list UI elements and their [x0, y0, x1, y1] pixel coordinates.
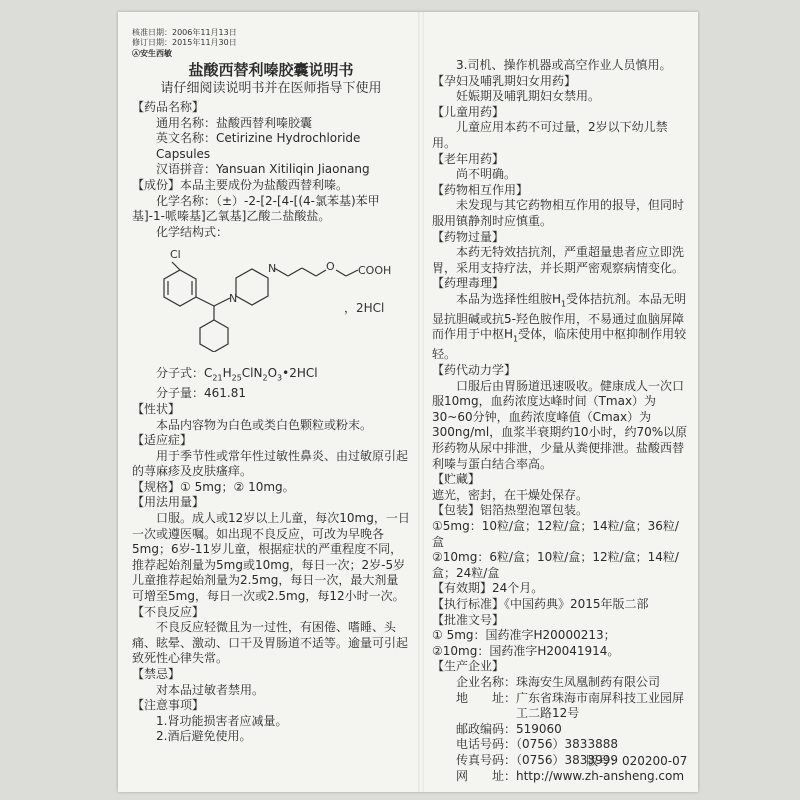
- interactions-heading: 【药物相互作用】: [432, 182, 529, 197]
- manufacturer-heading: 【生产企业】: [432, 659, 505, 674]
- website: 网 址：http://www.zh-ansheng.com: [456, 768, 685, 783]
- pregnancy-heading: 【孕妇及哺乳期妇女用药】: [432, 73, 577, 88]
- approval-heading: 【批准文号】: [432, 612, 505, 627]
- children-heading: 【儿童用药】: [432, 104, 505, 119]
- phone: 电话号码：（0756）3833888: [456, 737, 618, 752]
- elderly-heading: 【老年用药】: [432, 151, 505, 166]
- structure-salt: ，2HCl: [344, 301, 385, 316]
- molecular-weight: 分子量：461.81: [156, 386, 246, 401]
- piperazine-ring: [236, 269, 268, 305]
- pinyin-name: 汉语拼音：Yansuan Xitiliqin Jiaonang: [156, 162, 370, 177]
- properties-heading: 【性状】: [132, 401, 181, 416]
- elderly-text: 尚不明确。: [456, 167, 517, 182]
- specification: 【规格】① 5mg；② 10mg。: [132, 479, 295, 494]
- brand-logo: Ⓐ安生西敏: [132, 49, 172, 58]
- fax: 传真号码：（0756）3833999: [456, 752, 618, 767]
- chemical-name: 化学名称：（±）-2-[2-[4-[(4-氯苯基)苯甲基]-1-哌嗪基]乙氧基]乙酸二盐酸盐。: [132, 193, 380, 224]
- storage-heading: 【贮藏】: [432, 472, 481, 487]
- precaution-item: 1.肾功能损害者应减量。: [156, 713, 288, 728]
- pharmacology-heading: 【药理毒理】: [432, 276, 505, 291]
- pharmacokinetics-heading: 【药代动力学】: [432, 363, 517, 378]
- dosage-heading: 【用法用量】: [132, 495, 205, 510]
- properties-text: 本品内容物为白色或类白色颗粒或粉末。: [156, 417, 373, 432]
- structure-o: O: [326, 260, 335, 274]
- structure-n2: N: [268, 262, 277, 276]
- precautions-heading: 【注意事项】: [132, 698, 205, 713]
- approval-line: ②10mg：国药准字H20041914。: [432, 643, 620, 658]
- precaution-item: 2.酒后避免使用。: [156, 729, 252, 744]
- english-name: 英文名称：Cetirizine Hydrochloride Capsules: [156, 131, 361, 161]
- version-number: 版号：020200-07: [586, 754, 688, 768]
- overdose-heading: 【药物过量】: [432, 229, 505, 244]
- overdose-text: 本药无特效拮抗剂，严重超量患者应立即洗胃，采用支持疗法，并长期严密观察病情变化。: [432, 245, 685, 275]
- packaging-line: ②10mg：6粒/盒；10粒/盒；12粒/盒；14粒/盒；24粒/盒: [432, 550, 679, 580]
- approval-date: 核准日期：2006年11月13日: [132, 28, 237, 37]
- dosage-text: 口服。成人或12岁以上儿童，每次10mg，一日一次或遵医嘱。如出现不良反应，可改为早晚各5mg；6岁-11岁儿童，根据症状的严重程度不同，推荐起始剂量为5mg或10mg，每日一次；2岁-5岁儿童推荐起始剂量为2.5mg，每日一次，最大剂量可增至5mg，每日一次或2.5mg，每12小时一次。: [132, 511, 410, 604]
- manufacturer-name: 企业名称：珠海安生凤凰制药有限公司: [456, 674, 661, 689]
- structure-cooh: COOH: [358, 264, 392, 278]
- revision-date: 修订日期：2015年11月30日: [132, 38, 237, 47]
- drug-name-heading: 【药品名称】: [132, 100, 205, 114]
- address-label: 地 址：: [456, 690, 517, 705]
- chlorophenyl-ring: [164, 270, 196, 306]
- address-value: 广东省珠海市南屏科技工业园屏工二路12号: [516, 690, 685, 721]
- storage-text: 遮光，密封，在干燥处保存。: [432, 487, 589, 502]
- postcode: 邮政编码：519060: [456, 721, 562, 736]
- phenyl-ring: [200, 320, 228, 352]
- composition-heading: 【成份】本品主要成份为盐酸西替利嗪。: [132, 177, 349, 192]
- manufacturer-address-row: [432, 691, 688, 722]
- molecular-formula: 分子式：$C_{21}H_{25}ClN_2O_3•2HCl$: [156, 366, 318, 383]
- adverse-text: 不良反应轻微且为一过性，有困倦、嗜睡、头痛、眩晕、激动、口干及胃肠道不适等。逾量可引起致死性心律失常。: [132, 620, 409, 666]
- packaging-line: ①5mg：10粒/盒；12粒/盒；14粒/盒；36粒/盒: [432, 519, 679, 549]
- pregnancy-text: 妊娠期及哺乳期妇女禁用。: [456, 89, 601, 104]
- children-text: 儿童应用本药不可过量，2岁以下幼儿禁用。: [432, 120, 668, 150]
- generic-name: 通用名称：盐酸西替利嗪胶囊: [156, 115, 313, 130]
- leaflet-fold: [418, 12, 424, 792]
- structure-label: 化学结构式：: [156, 224, 229, 239]
- right-column: [432, 58, 688, 784]
- adverse-heading: 【不良反应】: [132, 604, 205, 619]
- chemical-structure-diagram: [132, 244, 392, 352]
- left-column: [132, 28, 410, 745]
- interactions-text: 未发现与其它药物相互作用的报导，但同时服用镇静剂时应慎重。: [432, 198, 685, 228]
- validity: 【有效期】24个月。: [432, 581, 544, 596]
- document-subtitle: 请仔细阅读说明书并在医师指导下使用: [160, 81, 382, 96]
- standard: 【执行标准】《中国药典》2015年版二部: [432, 596, 649, 611]
- pharmacokinetics-text: 口服后由胃肠道迅速吸收。健康成人一次口服10mg，血药浓度达峰时间（Tmax）为30~60分钟，血药浓度峰值（Cmax）为300ng/ml，血浆半衰期约10小时，约70%以原形药物从尿中排泄，少量从粪便排泄。盐酸西替利嗪与蛋白结合率高。: [432, 378, 688, 471]
- indications-text: 用于季节性或常年性过敏性鼻炎、由过敏原引起的荨麻疹及皮肤瘙痒。: [132, 448, 409, 479]
- precaution-item: 3.司机、操作机器或高空作业人员慎用。: [456, 58, 672, 72]
- pharmacology-text: 本品为选择性组胺$H_1$受体拮抗剂。本品无明显抗胆碱或抗5-羟色胺作用，不易通过血脑屏障而作用于中枢$H_1$受体，临床使用中枢抑制作用较轻。: [432, 291, 687, 362]
- indications-heading: 【适应症】: [132, 433, 193, 448]
- packaging-heading: 【包装】铝箔热塑泡罩包装。: [432, 503, 589, 518]
- contraindications-text: 对本品过敏者禁用。: [156, 682, 265, 697]
- structure-n1: N: [229, 292, 238, 306]
- document-title: 盐酸西替利嗪胶囊说明书: [188, 61, 354, 79]
- structure-cl: Cl: [170, 248, 181, 262]
- approval-line: ① 5mg：国药准字H20000213；: [432, 628, 616, 643]
- contraindications-heading: 【禁忌】: [132, 667, 181, 682]
